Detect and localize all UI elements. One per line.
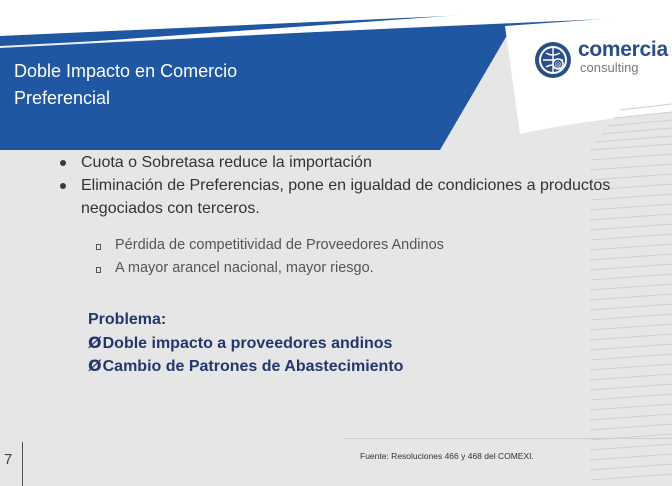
bullet-dot-icon <box>60 160 66 166</box>
square-bullet-icon <box>96 244 101 250</box>
page-number: 7 <box>4 451 13 468</box>
bullet-item <box>60 174 620 220</box>
sub-bullet-list <box>96 234 576 280</box>
arrow-marker-icon: Ø <box>88 356 102 375</box>
bullet-item <box>60 151 620 174</box>
sub-bullet-item <box>96 234 576 257</box>
bullet-dot-icon <box>60 183 66 189</box>
sub-bullet-item <box>96 257 576 280</box>
page-number-divider <box>22 442 23 486</box>
source-note: Fuente: Resoluciones 466 y 468 del COMEXI. <box>360 451 534 461</box>
company-logo <box>534 38 668 82</box>
logo-subtitle: consulting <box>580 60 639 75</box>
problem-item-text: Cambio de Patrones de Abastecimiento <box>102 358 404 375</box>
svg-text:@: @ <box>554 61 562 69</box>
bullet-text: Cuota o Sobretasa reduce la importación <box>81 154 372 171</box>
arrow-marker-icon: Ø <box>88 332 102 352</box>
problem-item <box>88 332 403 356</box>
sub-bullet-text: A mayor arancel nacional, mayor riesgo. <box>115 260 374 276</box>
problem-heading: Problema: <box>88 311 167 328</box>
main-bullet-list <box>60 151 620 220</box>
problem-block <box>88 309 403 379</box>
bullet-text: Eliminación de Preferencias, pone en igualdad de condiciones a productos negociados con terceros. <box>81 177 611 217</box>
sub-bullet-text: Pérdida de competitividad de Proveedores Andinos <box>115 237 444 253</box>
globe-at-icon <box>534 41 572 79</box>
slide-title: Doble Impacto en Comercio Preferencial <box>14 61 238 108</box>
problem-item-text: Doble impacto a proveedores andinos <box>102 334 393 352</box>
footer-divider <box>344 438 672 439</box>
problem-item <box>88 355 403 379</box>
square-bullet-icon <box>96 267 101 273</box>
logo-name: comercia <box>578 38 668 61</box>
